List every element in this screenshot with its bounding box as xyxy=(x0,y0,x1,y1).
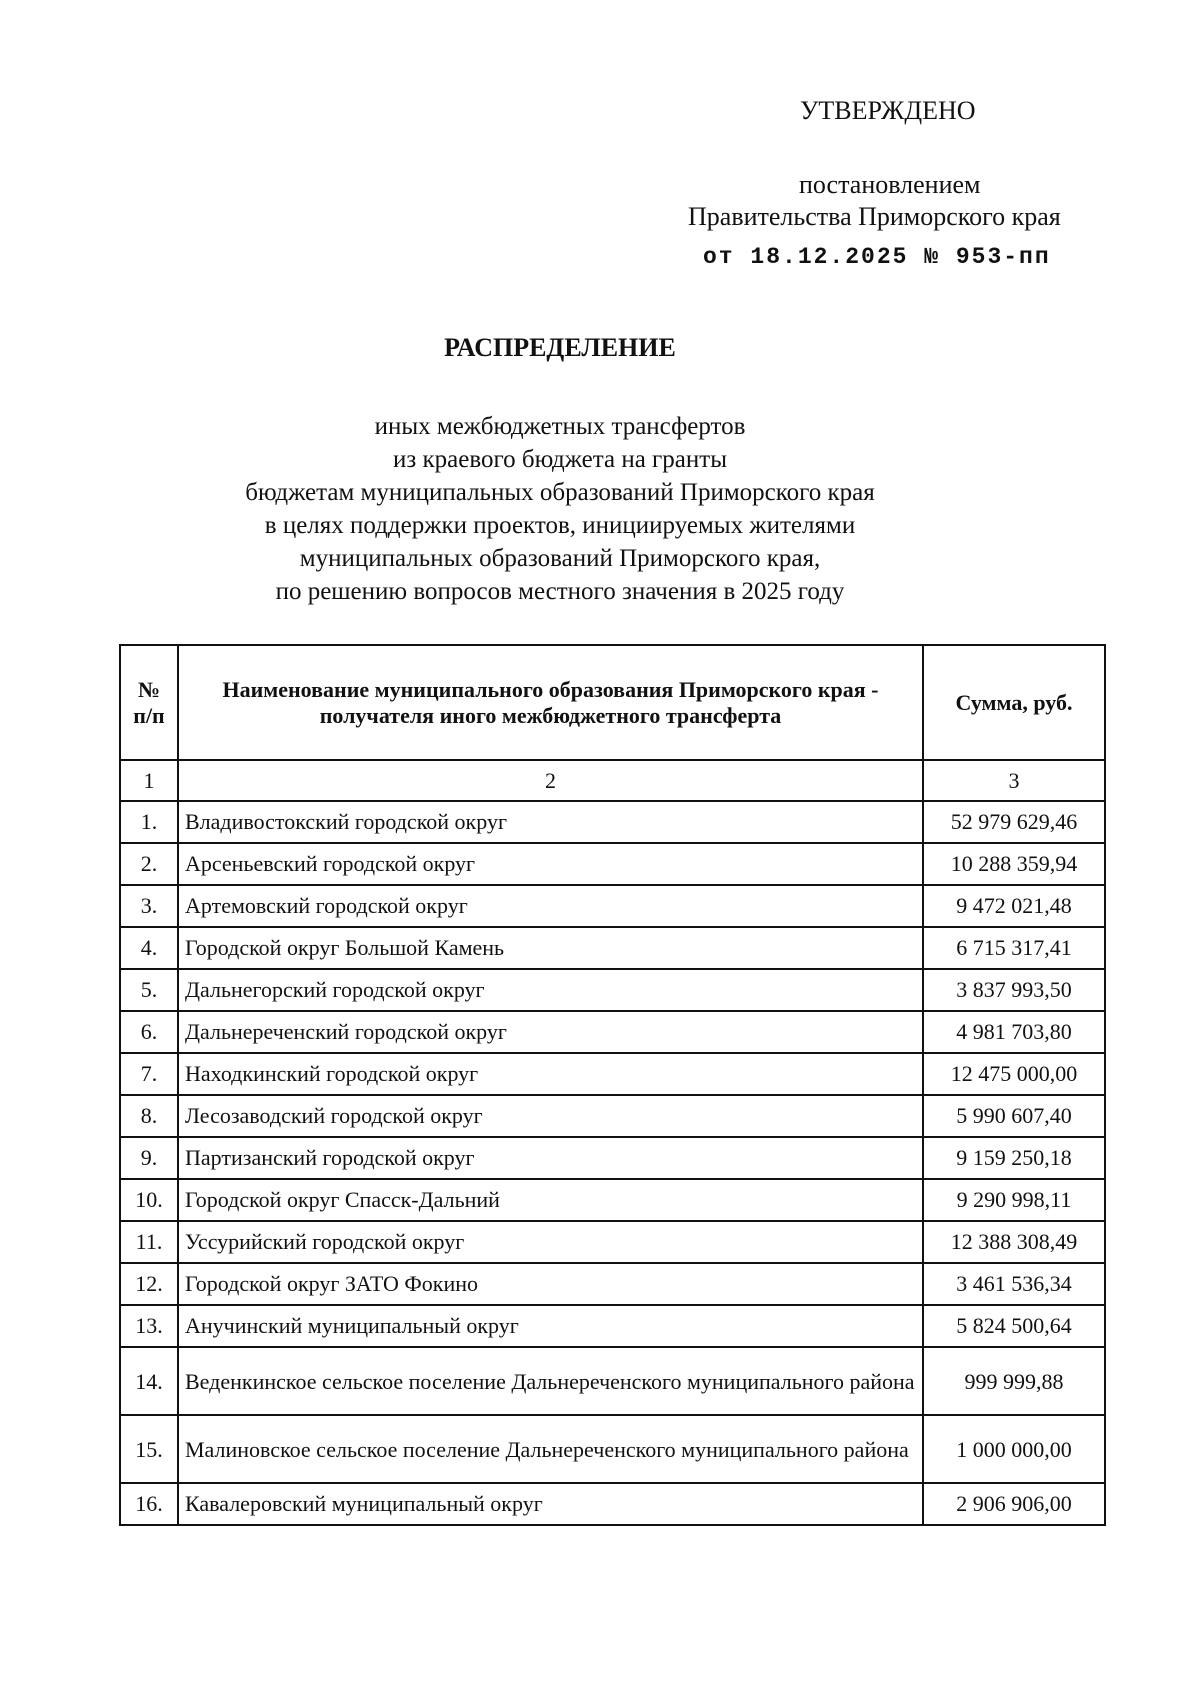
column-number: 3 xyxy=(923,760,1105,801)
table-row xyxy=(120,1305,1105,1347)
row-name: Владивостокский городской округ xyxy=(178,801,923,843)
row-name: Лесозаводский городской округ xyxy=(178,1095,923,1137)
header-name: Наименование муниципального образования Приморского края - получателя иного межбюджетного трансферта xyxy=(178,645,923,760)
row-number: 12. xyxy=(120,1263,178,1305)
row-number: 13. xyxy=(120,1305,178,1347)
row-name: Партизанский городской округ xyxy=(178,1137,923,1179)
table-row xyxy=(120,1011,1105,1053)
row-name: Арсеньевский городской округ xyxy=(178,843,923,885)
row-number: 6. xyxy=(120,1011,178,1053)
row-sum: 9 472 021,48 xyxy=(923,885,1105,927)
approved-by-line2: Правительства Приморского края xyxy=(688,202,1061,231)
table-row xyxy=(120,969,1105,1011)
row-sum: 9 290 998,11 xyxy=(923,1179,1105,1221)
subtitle-line: муниципальных образований Приморского края, xyxy=(299,545,821,572)
decree-stamp: от 18.12.2025 № 953-пп xyxy=(703,244,1051,270)
row-name: Кавалеровский муниципальный округ xyxy=(178,1483,923,1525)
subtitle-line: иных межбюджетных трансфертов xyxy=(374,413,746,440)
row-sum: 5 824 500,64 xyxy=(923,1305,1105,1347)
row-name: Дальнереченский городской округ xyxy=(178,1011,923,1053)
subtitle-line: бюджетам муниципальных образований Приморского края xyxy=(245,479,875,506)
column-number: 2 xyxy=(178,760,923,801)
row-number: 5. xyxy=(120,969,178,1011)
row-sum: 2 906 906,00 xyxy=(923,1483,1105,1525)
approved-by-line1: постановлением xyxy=(799,170,981,199)
table-row xyxy=(120,1347,1105,1415)
row-number: 7. xyxy=(120,1053,178,1095)
row-sum: 5 990 607,40 xyxy=(923,1095,1105,1137)
row-number: 9. xyxy=(120,1137,178,1179)
subtitle-line: по решению вопросов местного значения в 2025 году xyxy=(275,578,845,605)
row-sum: 12 475 000,00 xyxy=(923,1053,1105,1095)
table-row xyxy=(120,1221,1105,1263)
table-row xyxy=(120,1095,1105,1137)
table-row xyxy=(120,1053,1105,1095)
table-row xyxy=(120,1483,1105,1525)
table-row xyxy=(120,1137,1105,1179)
header-number: № п/п xyxy=(120,645,178,760)
table-row xyxy=(120,1415,1105,1483)
row-sum: 3 461 536,34 xyxy=(923,1263,1105,1305)
subtitle-line: из краевого бюджета на гранты xyxy=(393,446,727,473)
table-row xyxy=(120,1179,1105,1221)
row-name: Малиновское сельское поселение Дальнереченского муниципального района xyxy=(178,1415,923,1483)
row-number: 1. xyxy=(120,801,178,843)
row-name: Анучинский муниципальный округ xyxy=(178,1305,923,1347)
row-name: Городской округ Большой Камень xyxy=(178,927,923,969)
subtitle-line: в целях поддержки проектов, инициируемых жителями xyxy=(264,512,856,539)
table-row xyxy=(120,801,1105,843)
row-sum: 6 715 317,41 xyxy=(923,927,1105,969)
row-number: 8. xyxy=(120,1095,178,1137)
row-number: 11. xyxy=(120,1221,178,1263)
row-sum: 4 981 703,80 xyxy=(923,1011,1105,1053)
row-sum: 999 999,88 xyxy=(923,1347,1105,1415)
table-header-row xyxy=(120,645,1105,760)
row-number: 16. xyxy=(120,1483,178,1525)
row-sum: 52 979 629,46 xyxy=(923,801,1105,843)
table-row xyxy=(120,885,1105,927)
row-number: 15. xyxy=(120,1415,178,1483)
row-name: Находкинский городской округ xyxy=(178,1053,923,1095)
row-number: 4. xyxy=(120,927,178,969)
row-sum: 9 159 250,18 xyxy=(923,1137,1105,1179)
row-number: 10. xyxy=(120,1179,178,1221)
row-sum: 12 388 308,49 xyxy=(923,1221,1105,1263)
header-sum: Сумма, руб. xyxy=(923,645,1105,760)
row-name: Городской округ ЗАТО Фокино xyxy=(178,1263,923,1305)
row-name: Веденкинское сельское поселение Дальнереченского муниципального района xyxy=(178,1347,923,1415)
table-row xyxy=(120,927,1105,969)
row-number: 2. xyxy=(120,843,178,885)
row-sum: 3 837 993,50 xyxy=(923,969,1105,1011)
row-name: Уссурийский городской округ xyxy=(178,1221,923,1263)
document-subtitle xyxy=(0,410,1120,608)
row-number: 3. xyxy=(120,885,178,927)
column-number: 1 xyxy=(120,760,178,801)
row-number: 14. xyxy=(120,1347,178,1415)
row-sum: 1 000 000,00 xyxy=(923,1415,1105,1483)
row-name: Дальнегорский городской округ xyxy=(178,969,923,1011)
row-name: Артемовский городской округ xyxy=(178,885,923,927)
table-row xyxy=(120,843,1105,885)
table-row xyxy=(120,1263,1105,1305)
column-number-row xyxy=(120,760,1105,801)
row-name: Городской округ Спасск-Дальний xyxy=(178,1179,923,1221)
distribution-table xyxy=(119,644,1106,1526)
row-sum: 10 288 359,94 xyxy=(923,843,1105,885)
document-title: РАСПРЕДЕЛЕНИЕ xyxy=(444,333,676,362)
approved-label: УТВЕРЖДЕНО xyxy=(800,96,976,125)
